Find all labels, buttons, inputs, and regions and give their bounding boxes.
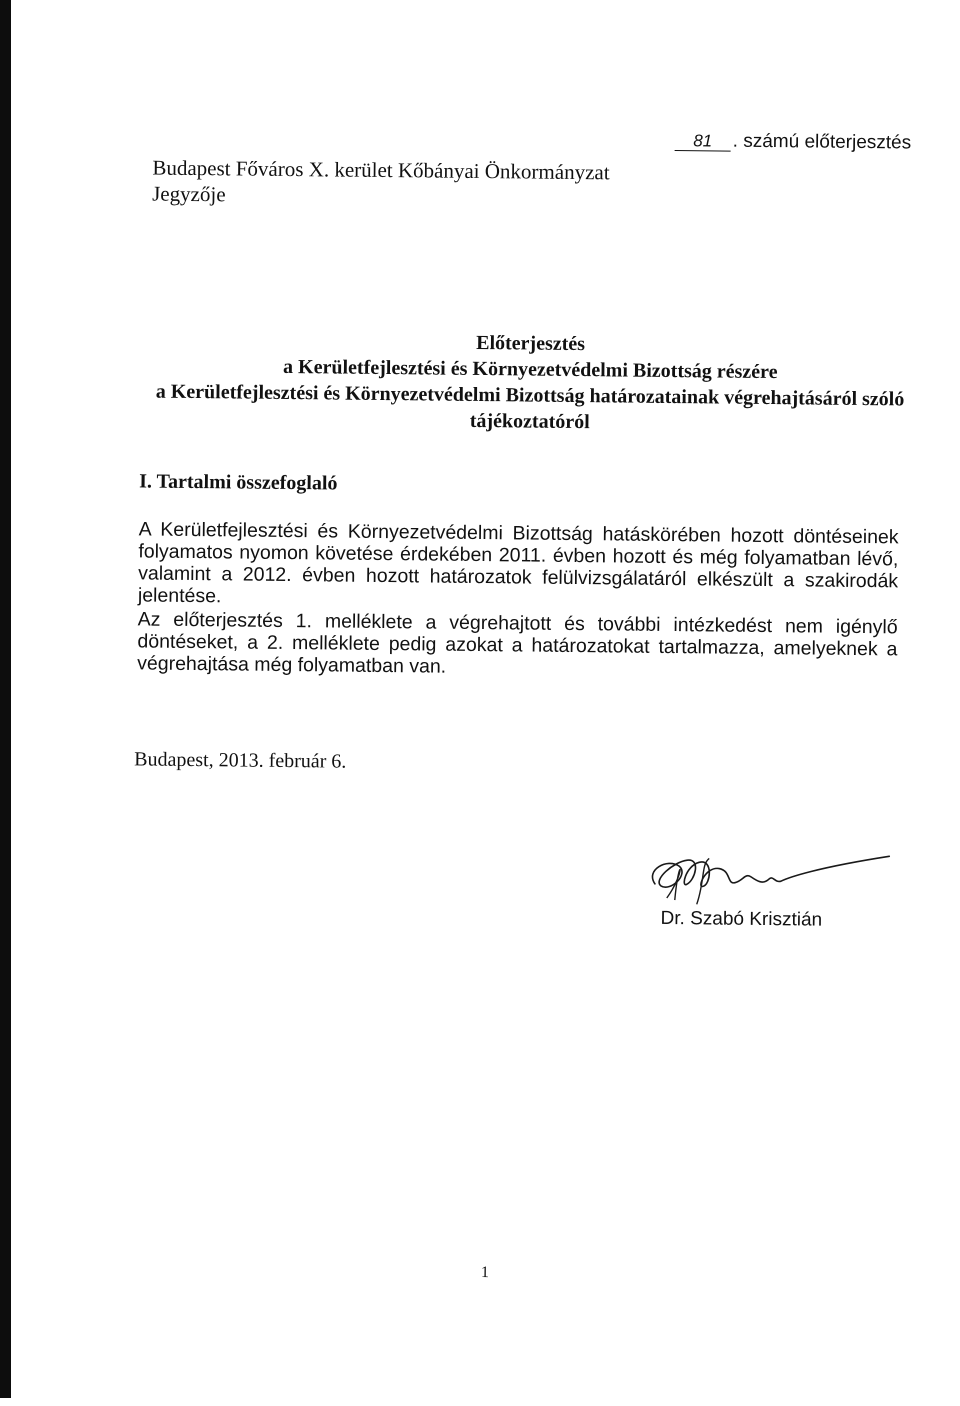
page-number: 1 bbox=[480, 1264, 489, 1282]
reference-line bbox=[675, 130, 960, 158]
issuing-authority bbox=[152, 155, 610, 212]
handwritten-signature bbox=[627, 840, 898, 913]
document-date: Budapest, 2013. február 6. bbox=[134, 748, 347, 773]
authority-name: Budapest Főváros X. kerület Kőbányai Önkormányzat bbox=[152, 155, 610, 185]
title-line-2: a Kerületfejlesztési és Környezetvédelmi Bizottság részére bbox=[283, 355, 778, 384]
reference-number: 81 bbox=[675, 132, 731, 152]
authority-role: Jegyzője bbox=[152, 181, 226, 207]
section-heading: I. Tartalmi összefoglaló bbox=[139, 470, 338, 495]
summary-paragraph-1: A Kerületfejlesztési és Környezetvédelmi Bizottság hatáskörében hozott döntéseinek folyamatos nyomon követése érdekében 2011. évben hozott és még folyamatban lévő, valamint a 2012. évben hozott határozatok felülvizsgálatáról elkészült a szakirodák jelentése. bbox=[137, 518, 899, 608]
reference-label: . számú előterjesztés bbox=[732, 130, 912, 154]
signatory-name: Dr. Szabó Krisztián bbox=[660, 907, 823, 931]
title-line-3: a Kerületfejlesztési és Környezetvédelmi Bizottság határozatainak végrehajtásáról szóló bbox=[155, 380, 905, 411]
summary-paragraph-2: Az előterjesztés 1. melléklete a végrehajtott és további intézkedést nem igénylő döntéseket, a 2. melléklete pedig azokat a határozatokat tartalmazza, amelyeknek a végrehajtása még folyamatban van. bbox=[137, 608, 898, 678]
title-line-4: tájékoztatóról bbox=[469, 409, 590, 434]
document-title bbox=[155, 327, 905, 439]
title-line-1: Előterjesztés bbox=[476, 331, 586, 356]
